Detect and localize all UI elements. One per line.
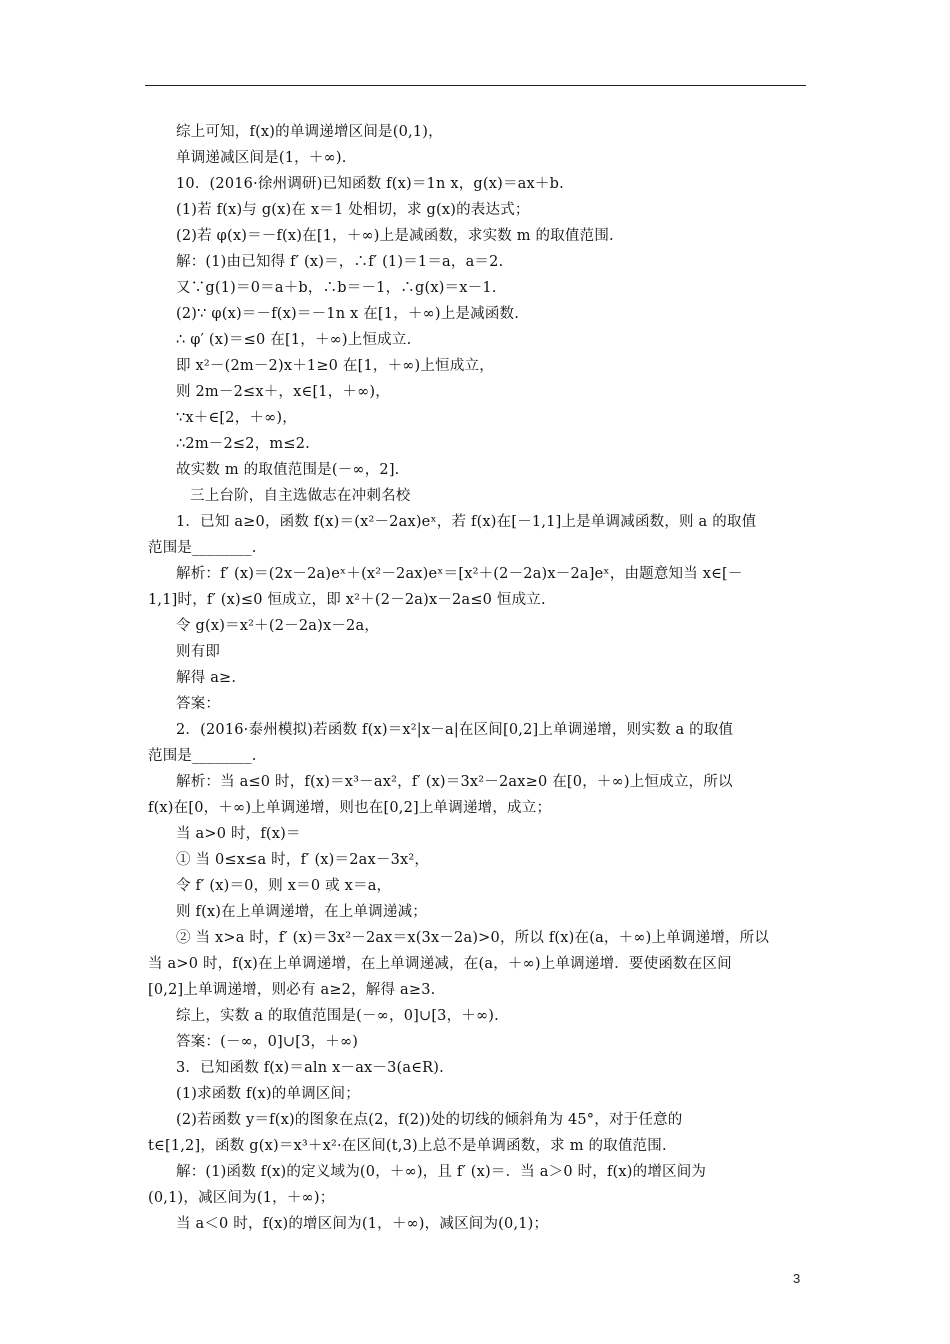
text-line: 又∵g(1)＝0＝a＋b，∴b＝－1，∴g(x)＝x－1. [176,280,497,296]
text-line: 当 a＜0 时，f(x)的增区间为(1，＋∞)，减区间为(0,1)； [176,1216,549,1232]
text-line: 当 a>0 时，f(x)＝ [176,826,301,842]
text-line: 2．(2016·泰州模拟)若函数 f(x)＝x²|x－a|在区间[0,2]上单调递增，则实数 a 的取值 [176,722,734,738]
text-line: 10．(2016·徐州调研)已知函数 f(x)＝1n x，g(x)＝ax＋b. [176,176,564,192]
text-line: 则 f(x)在上单调递增，在上单调递减； [176,904,427,920]
text-line: 解：(1)函数 f(x)的定义域为(0，＋∞)，且 f′ (x)＝．当 a＞0 时，f(x)的增区间为 [176,1164,707,1180]
text-line: 令 f′ (x)＝0，则 x＝0 或 x＝a， [176,878,392,894]
text-line: f(x)在[0，＋∞)上单调递增，则也在[0,2]上单调递增，成立； [148,800,552,816]
text-line: 答案： [176,696,221,712]
text-line: (2)∵ φ(x)＝－f(x)＝－1n x 在[1，＋∞)上是减函数. [176,306,520,322]
text-line: ② 当 x>a 时，f′ (x)＝3x²－2ax＝x(3x－2a)>0，所以 f(x)在(a，＋∞)上单调递增，所以 [176,930,770,946]
text-line: t∈[1,2]，函数 g(x)＝x³＋x²·在区间(t,3)上总不是单调函数，求 m 的取值范围. [148,1138,667,1154]
text-line: 解析：f′ (x)＝(2x－2a)eˣ＋(x²－2ax)eˣ＝[x²＋(2－2a)x－2a]eˣ，由题意知当 x∈[－ [176,566,743,582]
text-line: 解析：当 a≤0 时，f(x)＝x³－ax²，f′ (x)＝3x²－2ax≥0 在[0，＋∞)上恒成立，所以 [176,774,733,790]
text-line: 解：(1)由已知得 f′ (x)＝，∴f′ (1)＝1＝a，a＝2. [176,254,504,270]
text-line: ① 当 0≤x≤a 时，f′ (x)＝2ax－3x²， [176,852,430,868]
text-line: 即 x²－(2m－2)x＋1≥0 在[1，＋∞)上恒成立， [176,358,494,374]
text-line: 综上，实数 a 的取值范围是(－∞，0]∪[3，＋∞). [176,1008,499,1024]
text-line: [0,2]上单调递增，则必有 a≥2，解得 a≥3. [148,982,436,998]
text-line: 1,1]时，f′ (x)≤0 恒成立，即 x²＋(2－2a)x－2a≤0 恒成立. [148,592,546,608]
text-line: 故实数 m 的取值范围是(－∞，2]. [176,462,400,478]
text-line: (2)若 φ(x)＝－f(x)在[1，＋∞)上是减函数，求实数 m 的取值范围. [176,228,614,244]
text-line: 1．已知 a≥0，函数 f(x)＝(x²－2ax)eˣ，若 f(x)在[－1,1]上是单调减函数，则 a 的取值 [176,514,757,530]
header-rule [145,85,806,86]
text-line: 3．已知函数 f(x)＝aln x－ax－3(a∈R). [176,1060,444,1076]
section-heading: 三上台阶，自主选做志在冲刺名校 [190,488,411,504]
text-line: 则 2m－2≤x＋，x∈[1，＋∞)， [176,384,390,400]
text-line: ∴2m－2≤2，m≤2. [176,436,310,452]
text-line: 单调递减区间是(1，＋∞). [176,150,347,166]
text-line: (2)若函数 y＝f(x)的图象在点(2，f(2))处的切线的倾斜角为 45°，对于任意的 [176,1112,683,1128]
text-line: 范围是________. [148,540,257,556]
text-line: 则有即 [176,644,221,660]
text-line: ∴ φ′ (x)＝≤0 在[1，＋∞)上恒成立. [176,332,412,348]
page-number: 3 [793,1271,801,1286]
text-line: ∵x＋∈[2，＋∞)， [176,410,297,426]
text-line: 综上可知，f(x)的单调递增区间是(0,1)， [176,124,443,140]
text-line: (0,1)，减区间为(1，＋∞)； [148,1190,335,1206]
text-line: 答案：(－∞，0]∪[3，＋∞) [176,1034,359,1050]
text-line: 令 g(x)＝x²＋(2－2a)x－2a， [176,618,380,634]
text-line: 范围是________. [148,748,257,764]
text-line: (1)若 f(x)与 g(x)在 x＝1 处相切，求 g(x)的表达式； [176,202,530,218]
text-line: 当 a>0 时，f(x)在上单调递增，在上单调递减，在(a，＋∞)上单调递增．要使函数在区间 [148,956,732,972]
text-line: (1)求函数 f(x)的单调区间； [176,1086,360,1102]
text-line: 解得 a≥. [176,670,237,686]
